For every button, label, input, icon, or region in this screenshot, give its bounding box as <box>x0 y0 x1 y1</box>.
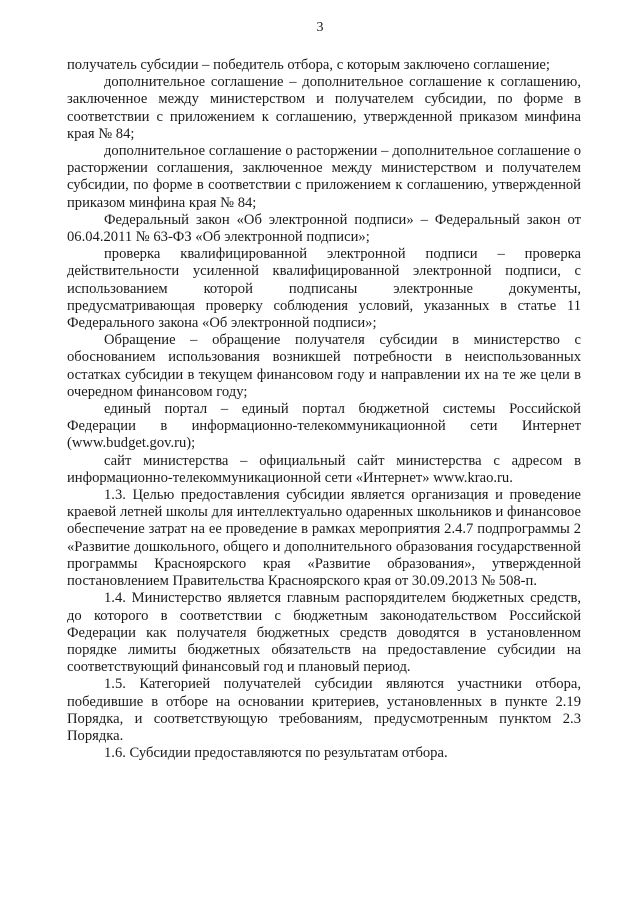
paragraph-termination-agreement: дополнительное соглашение о расторжении – дополнительное соглашение о расторжении соглашения, заключенное между министерством и получателем субсидии, по форме в соответствии с приложением к соглашению, утвержденной приказом минфина края № 84; <box>67 143 581 211</box>
document-body <box>67 57 581 762</box>
paragraph-ministry-site: сайт министерства – официальный сайт министерства с адресом в информационно-телекоммуникационной сети «Интернет» www.krao.ru. <box>67 452 581 486</box>
paragraph-appeal: Обращение – обращение получателя субсидии в министерство с обоснованием использования возникшей потребности в неиспользованных остатках субсидии в текущем финансовом году и направлении их на те же цели в очередном финансовом году; <box>67 332 581 400</box>
paragraph-recipient: получатель субсидии – победитель отбора, с которым заключено соглашение; <box>67 57 550 73</box>
paragraph-1-6-selection: 1.6. Субсидии предоставляются по результатам отбора. <box>104 745 448 762</box>
paragraph-1-5-category: 1.5. Категорией получателей субсидии являются участники отбора, победившие в отборе на основании критериев, установленных в пункте 2.19 Порядка, и соответствующую требованиям, предусмотренным пунктом 2.3 Порядка. <box>67 676 581 744</box>
paragraph-signature-check: проверка квалифицированной электронной подписи – проверка действительности усиленной квалифицированной электронной подписи, с использованием которой подписаны электронные документы, предусматривающая проверку соблюдения условий, указанных в статье 11 Федерального закона «Об электронной подписи»; <box>67 246 581 332</box>
paragraph-1-3-purpose: 1.3. Целью предоставления субсидии является организация и проведение краевой летней школы для интеллектуально одаренных школьников и финансовое обеспечение затрат на ее проведение в рамках мероприятия 2.4.7 подпрограммы 2 «Развитие дошкольного, общего и дополнительного образования государственной программы Красноярского края «Развитие образования», утвержденной постановлением Правительства Красноярского края от 30.09.2013 № 508-п. <box>67 487 581 590</box>
paragraph-unified-portal: единый портал – единый портал бюджетной системы Российской Федерации в информационно-телекоммуникационной сети Интернет (www.budget.gov.ru); <box>67 401 581 452</box>
paragraph-additional-agreement: дополнительное соглашение – дополнительное соглашение к соглашению, заключенное между министерством и получателем субсидии, по форме в соответствии с приложением к соглашению, утвержденной приказом минфина края № 84; <box>67 74 581 142</box>
page-number: 3 <box>316 20 324 35</box>
paragraph-1-4-ministry: 1.4. Министерство является главным распорядителем бюджетных средств, до которого в соответствии с бюджетным законодательством Российской Федерации как получателя бюджетных средств доводятся в установленном порядке лимиты бюджетных обязательств на предоставление субсидии на соответствующий финансовый год и плановый период. <box>67 590 581 676</box>
paragraph-federal-law: Федеральный закон «Об электронной подписи» – Федеральный закон от 06.04.2011 № 63-ФЗ «Об электронной подписи»; <box>67 211 581 246</box>
